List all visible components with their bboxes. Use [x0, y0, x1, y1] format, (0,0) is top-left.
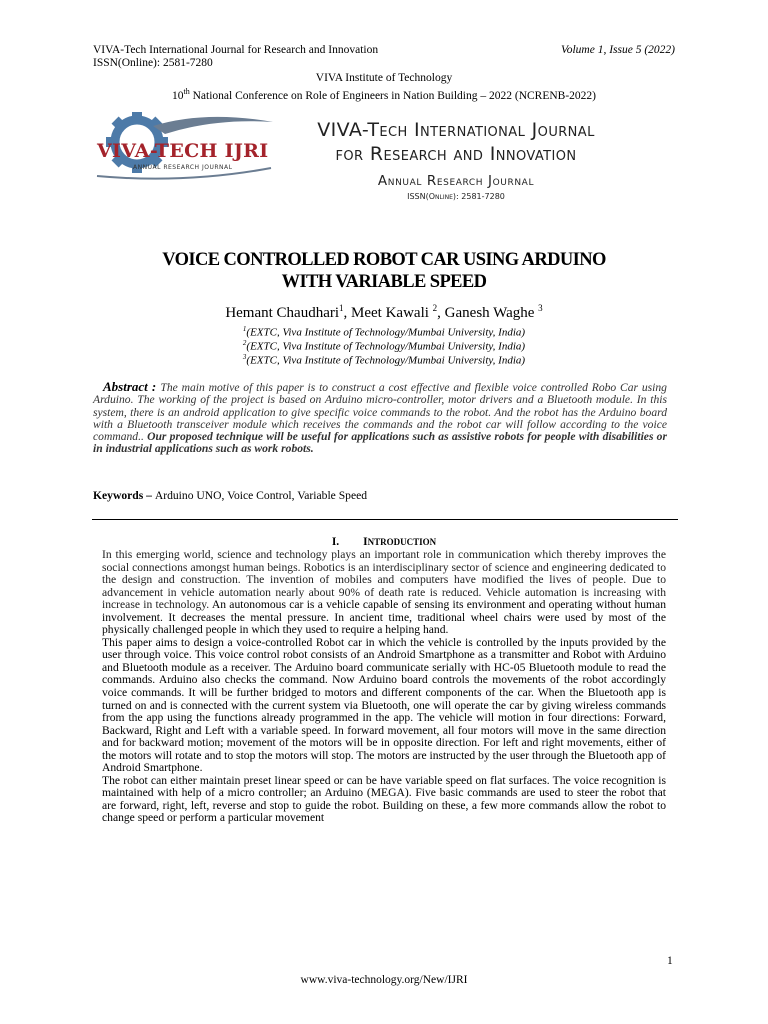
- paragraph-3: The robot can either maintain preset linear speed or can be have variable speed on flat surfaces. The voice recognition is maintained with help of a micro controller; an Arduino (MEGA). Five basic commands are used to steer the robot that are forward, right, left, reverse and stop to guide the robot. Building on these, a few more commands allow the robot to change speed or perform a particular movement: [102, 773, 666, 825]
- logo-tagline: ANNUAL RESEARCH JOURNAL: [133, 164, 233, 171]
- page-number: 1: [667, 955, 673, 967]
- abstract-label: Abstract :: [103, 379, 161, 394]
- affiliation-3: $^3$(EXTC, Viva Institute of Technology/Mumbai University, India): [242, 353, 526, 367]
- journal-issn: ISSN(Online): 2581-7280: [407, 192, 505, 201]
- author-2: Meet Kawali: [351, 305, 433, 321]
- journal-subtitle: Annual Research Journal: [377, 173, 535, 189]
- author-3: Ganesh Waghe: [444, 305, 539, 321]
- paper-title-line1: VOICE CONTROLLED ROBOT CAR USING ARDUINO: [162, 250, 606, 270]
- logo-name: VIVA-TECH IJRI: [97, 140, 269, 162]
- paragraph-2: This paper aims to design a voice-controlled Robot car in which the vehicle is controlled by the inputs provided by the user through voice. This voice control robot consists of an Android Smartphone as a transmitter and Robot with Arduino and Bluetooth module as a receiver. The Arduino board communicate serially with HC-05 Bluetooth module to read the commands. Arduino also checks the command. Now Arduino board controls the movements of the robot accordingly voice commands. It will be further bridged to motors and different components of the car. When the Bluetooth app is turned on and is connected with the current system via Bluetooth, one will operate the car by giving wireless commands from the app using the functions already programmed in the app. The vehicle will motion in four directions: Forward, Backward, Right and Left with a variable speed. In forward movement, all four motors will move in the same direction and for backward motion; movement of the motors will be in opposite direction. For left and right movements, either of the motors will rotate and to stop the motors will stop. The motors are instructed by the user through the Bluetooth app of Android Smartphone.: [102, 635, 666, 775]
- keywords: Keywords – Arduino UNO, Voice Control, Variable Speed: [93, 489, 368, 502]
- divider: [92, 519, 678, 520]
- journal-logo: [95, 112, 280, 190]
- running-header-issn: ISSN(Online): 2581-7280: [93, 57, 213, 69]
- affiliation-1: $^1$(EXTC, Viva Institute of Technology/Mumbai University, India): [242, 325, 526, 339]
- paragraph-1: In this emerging world, science and technology plays an important role in communication which thereby improves the social connections amongst human beings. Robotics is an interdisciplinary sector of science and engineering dedicated to the design and construction. The invention of mobiles and computers have modified the lives of people. Due to advancement in vehicle automation nearly about 90% of death rate is reduced. Vehicle automation is increasing with increase in technology. An autonomous car is a vehicle capable of sensing its environment and operating without human involvement. It decreases the mental pressure. In ancient time, traditional wheel chairs were used by most of the physically challenged people in which they used to require a helping hand.: [102, 548, 666, 637]
- journal-title-line1: VIVA-Tech International Journal: [317, 119, 595, 141]
- running-header-journal: VIVA-Tech International Journal for Research and Innovation: [93, 44, 379, 56]
- footer-url: www.viva-technology.org/New/IJRI: [300, 974, 468, 986]
- abstract: Abstract : The main motive of this paper is to construct a cost effective and flexible voice controlled Robo Car using Arduino. The working of the project is based on Arduino micro-controller, motor drivers and a Bluetooth module. In this system, there is an android application to give specific voice commands to the robot. And the robot has the Arduino board with a Bluetooth transceiver module which receives the commands and the robot car will follow according to the voice command.. Our proposed technique will be useful for applications such as assistive robots for people with disabilities or in industrial applications such as work robots.: [93, 379, 667, 456]
- journal-title-line2: for Research and Innovation: [335, 143, 577, 165]
- affiliation-2: $^2$(EXTC, Viva Institute of Technology/Mumbai University, India): [242, 339, 526, 353]
- section-heading: I. INTRODUCTION: [331, 536, 437, 548]
- running-header-volume: Volume 1, Issue 5 (2022): [560, 44, 675, 56]
- introduction-body: [102, 549, 666, 825]
- author-list: Hemant Chaudhari$^1$, Meet Kawali $^2$, Ganesh Waghe $^3$: [225, 303, 543, 321]
- author-1: Hemant Chaudhari: [225, 305, 340, 321]
- paper-title-line2: WITH VARIABLE SPEED: [281, 272, 487, 292]
- running-header-conference: 10th National Conference on Role of Engineers in Nation Building – 2022 (NCRENB-2022): [172, 87, 596, 102]
- running-header-institute: VIVA Institute of Technology: [315, 72, 453, 84]
